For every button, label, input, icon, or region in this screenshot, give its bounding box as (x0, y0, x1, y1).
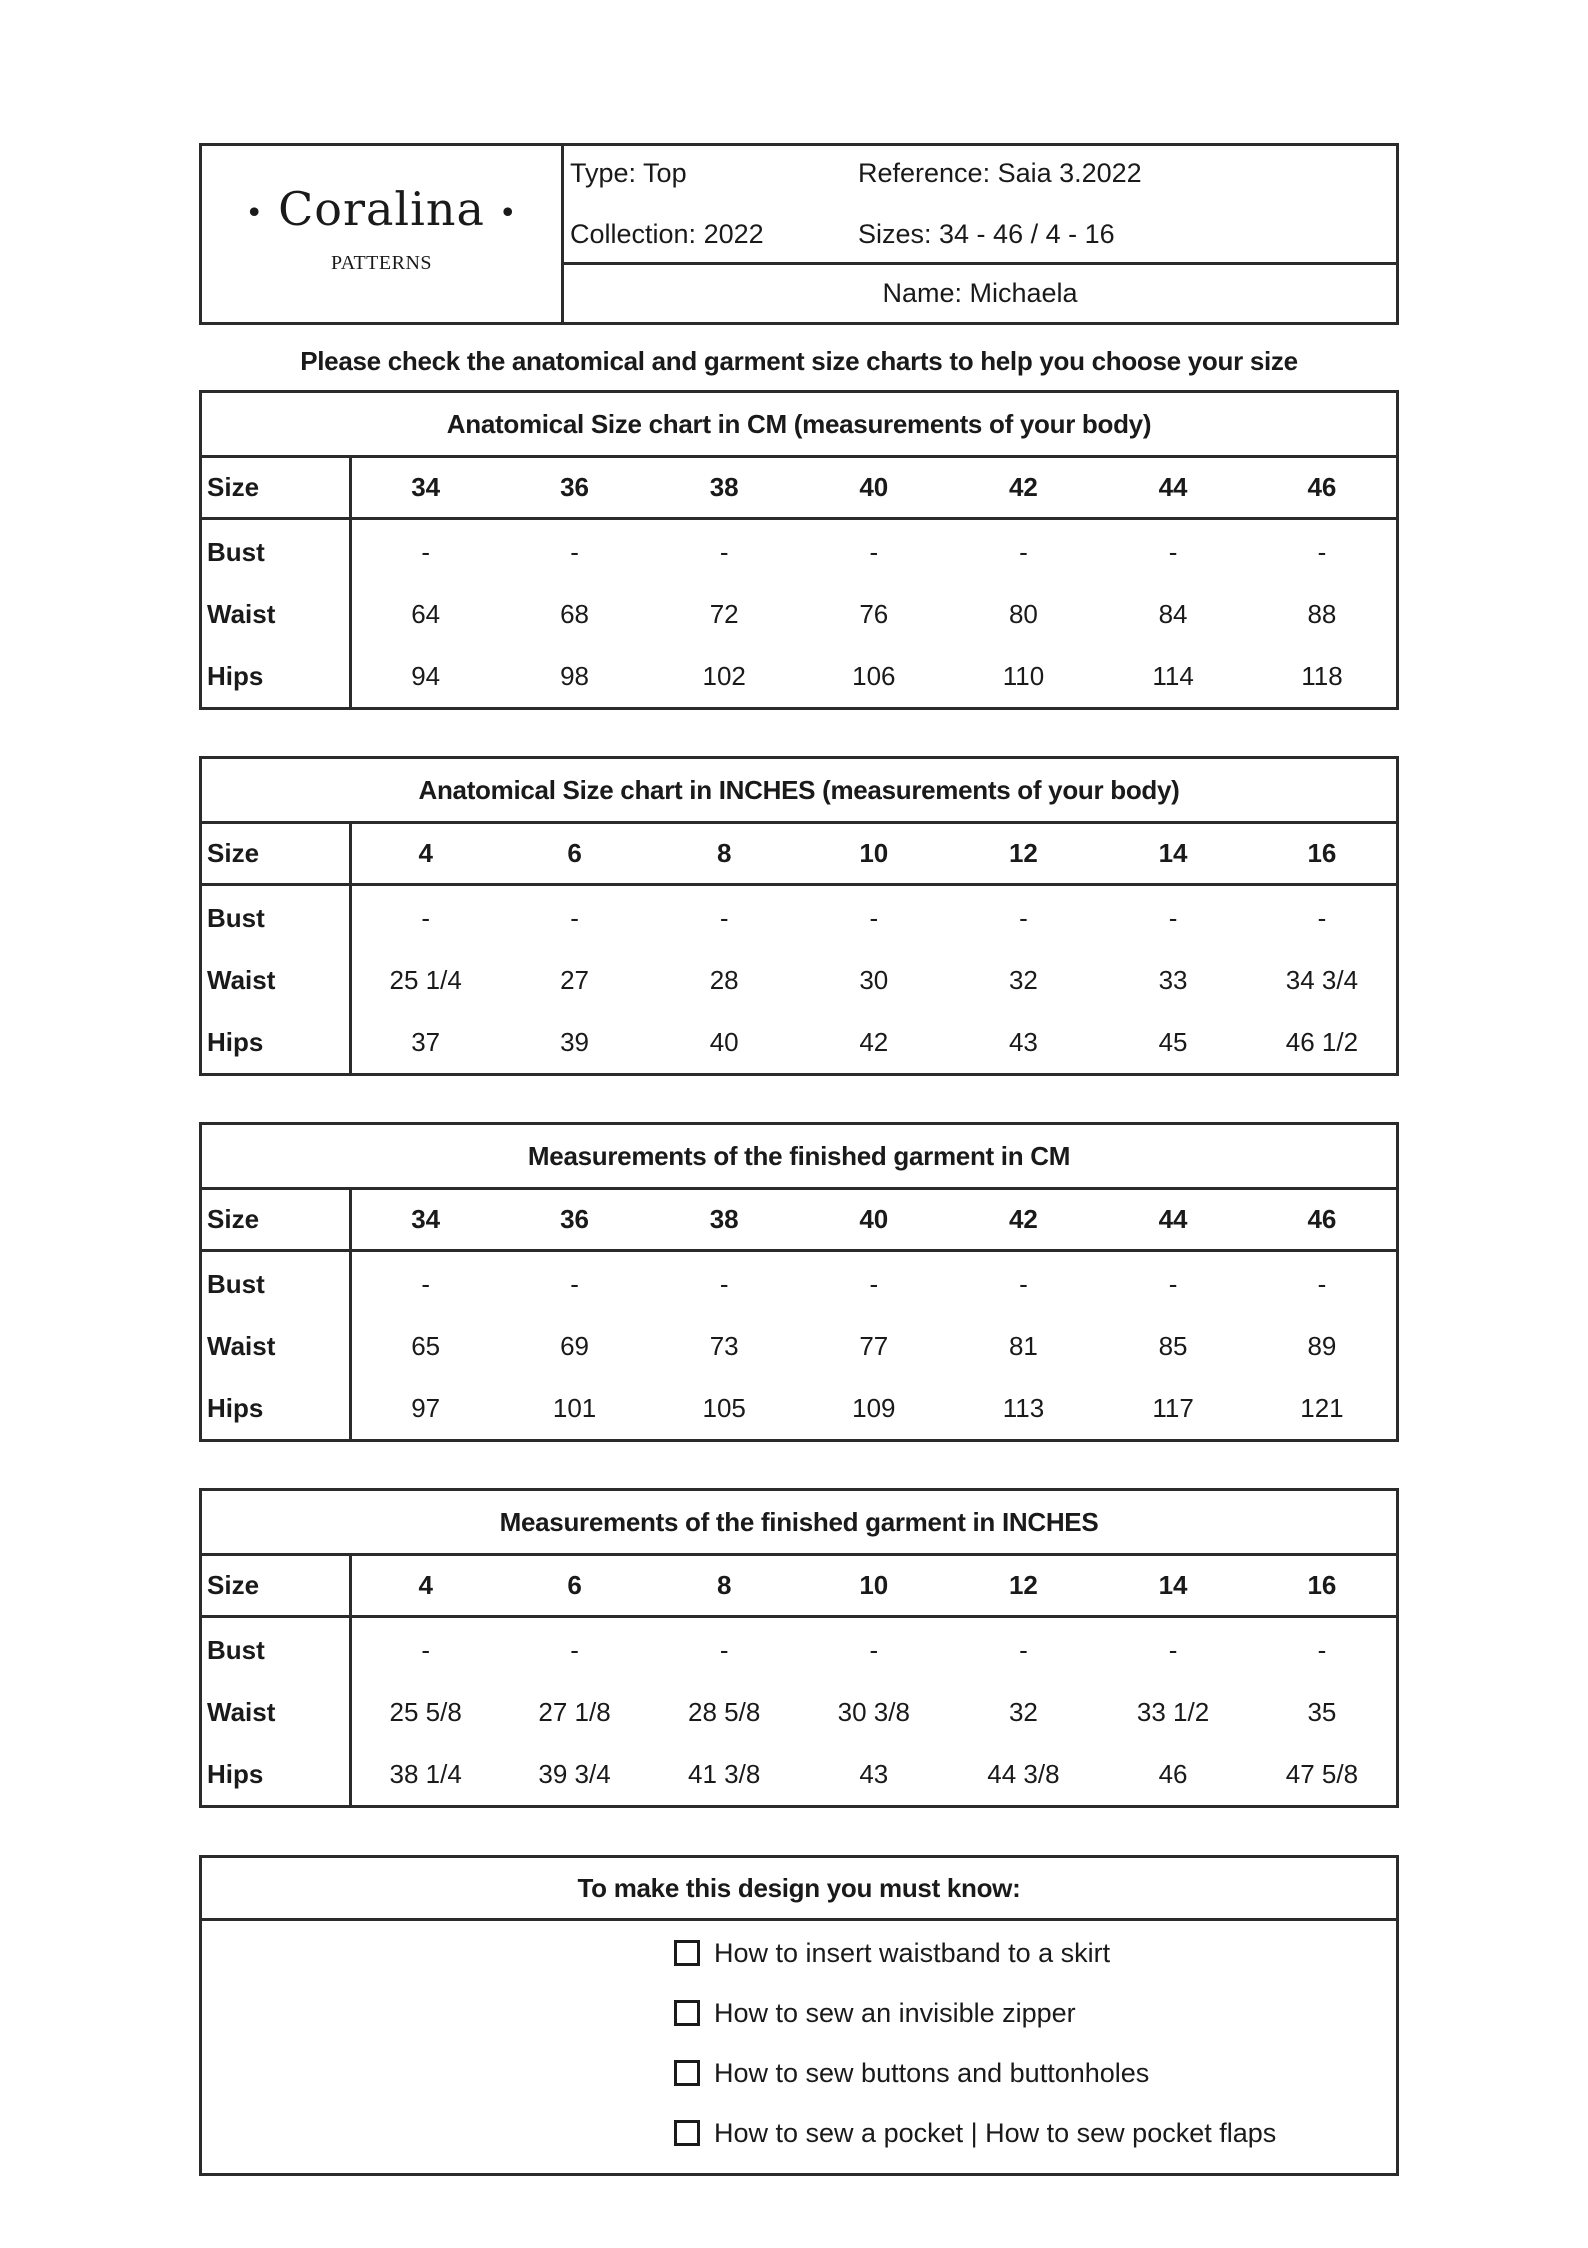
row-label: Hips (201, 1011, 351, 1075)
measurement-cell: - (1317, 536, 1327, 567)
pattern-sheet (199, 143, 1399, 2176)
skills-list (202, 1921, 1396, 2173)
size-header-cell: 14 (1098, 823, 1248, 885)
pattern-name: Name: Michaela (882, 278, 1078, 308)
row-label: Waist (201, 1315, 351, 1377)
measurement-cell: 77 (859, 1330, 889, 1361)
size-table-anatomical-cm (199, 390, 1399, 710)
measurement-cell: 88 (1307, 598, 1337, 629)
table-row (201, 645, 1398, 709)
measurement-cell: 109 (852, 1392, 896, 1423)
table-row (201, 1617, 1398, 1682)
measurement-cell: 73 (709, 1330, 739, 1361)
measurement-cell: 34 3/4 (1285, 964, 1359, 995)
measurement-cell: 40 (709, 1026, 739, 1057)
measurement-cell: 32 (1008, 1696, 1038, 1727)
size-header-cell: 8 (649, 823, 799, 885)
measurement-cell: - (570, 1634, 579, 1665)
measurement-cell: - (719, 1634, 729, 1665)
measurement-cell: 32 (1008, 964, 1038, 995)
measurement-cell: 28 5/8 (688, 1696, 761, 1727)
size-header-label: Size (201, 457, 351, 519)
size-header-cell: 10 (799, 1555, 949, 1617)
size-table-garment-cm (199, 1122, 1399, 1442)
checkbox[interactable] (674, 2000, 700, 2026)
measurement-cell: 97 (411, 1392, 441, 1423)
measurement-cell: - (869, 1634, 879, 1665)
row-label: Hips (201, 645, 351, 709)
checkbox[interactable] (674, 2060, 700, 2086)
measurement-cell: 44 3/8 (987, 1758, 1060, 1789)
skills-title: To make this design you must know: (202, 1858, 1396, 1921)
measurement-cell: 113 (1002, 1392, 1045, 1423)
measurement-cell: - (719, 536, 729, 567)
measurement-cell: 30 3/8 (837, 1696, 910, 1727)
measurement-cell: 39 3/4 (538, 1758, 611, 1789)
measurement-cell: 106 (852, 660, 896, 691)
measurement-cell: - (869, 1268, 879, 1299)
size-header-cell: 14 (1098, 1555, 1248, 1617)
size-header-cell: 12 (949, 823, 1099, 885)
required-skills (199, 1855, 1399, 2176)
measurement-cell: 114 (1152, 660, 1194, 691)
size-header-label: Size (201, 1555, 351, 1617)
measurement-cell: 72 (709, 598, 739, 629)
row-label: Hips (201, 1377, 351, 1441)
table-row (201, 1743, 1398, 1807)
table-row (201, 1681, 1398, 1743)
measurement-cell: 94 (411, 660, 441, 691)
skill-item (202, 1923, 1396, 1983)
measurement-cell: - (1317, 902, 1327, 933)
size-header-cell: 40 (799, 457, 949, 519)
size-header-cell: 8 (649, 1555, 799, 1617)
size-header-cell: 46 (1248, 1189, 1398, 1251)
size-header-cell: 36 (500, 1189, 650, 1251)
measurement-cell: - (421, 536, 431, 567)
size-header-cell: 34 (350, 1189, 500, 1251)
table-row (201, 885, 1398, 950)
brand-subtitle: PATTERNS (330, 252, 433, 274)
skill-label: How to insert waistband to a skirt (714, 1937, 1111, 1968)
size-header-cell: 44 (1098, 1189, 1248, 1251)
pattern-reference: Reference: Saia 3.2022 (858, 158, 1142, 188)
table-row (201, 519, 1398, 584)
measurement-cell: - (1019, 536, 1028, 567)
measurement-cell: 43 (1008, 1026, 1038, 1057)
measurement-cell: 25 5/8 (389, 1696, 462, 1727)
size-header-cell: 38 (649, 457, 799, 519)
size-header-label: Size (201, 823, 351, 885)
measurement-cell: - (570, 536, 579, 567)
row-label: Bust (201, 519, 351, 584)
measurement-cell: 65 (411, 1330, 441, 1361)
brand-name: Coralina (278, 182, 485, 236)
row-label: Bust (201, 1617, 351, 1682)
measurement-cell: 118 (1301, 660, 1343, 691)
table-title: Measurements of the finished garment in CM (201, 1124, 1398, 1189)
measurement-cell: 69 (560, 1330, 590, 1361)
header-box (199, 143, 1399, 325)
table-row (201, 1011, 1398, 1075)
measurement-cell: 33 (1158, 964, 1188, 995)
measurement-cell: 117 (1152, 1392, 1194, 1423)
measurement-cell: 45 (1158, 1026, 1188, 1057)
size-header-cell: 16 (1248, 823, 1398, 885)
measurement-cell: 27 (560, 964, 590, 995)
size-header-cell: 38 (649, 1189, 799, 1251)
measurement-cell: 68 (560, 598, 590, 629)
logo (202, 146, 564, 322)
table-row (201, 949, 1398, 1011)
row-label: Hips (201, 1743, 351, 1807)
measurement-cell: 101 (552, 1392, 597, 1423)
measurement-cell: 64 (411, 598, 441, 629)
table-row (201, 583, 1398, 645)
measurement-cell: 105 (702, 1392, 746, 1423)
measurement-cell: - (1168, 1634, 1178, 1665)
row-label: Bust (201, 1251, 351, 1316)
measurement-cell: 33 1/2 (1136, 1696, 1210, 1727)
skill-item (202, 2103, 1396, 2163)
size-header-cell: 46 (1248, 457, 1398, 519)
table-row (201, 1251, 1398, 1316)
measurement-cell: 43 (859, 1758, 889, 1789)
measurement-cell: - (869, 902, 879, 933)
table-title: Anatomical Size chart in INCHES (measurements of your body) (201, 758, 1398, 823)
measurement-cell: 28 (709, 964, 739, 995)
measurement-cell: 30 (859, 964, 889, 995)
size-header-cell: 6 (500, 823, 650, 885)
measurement-cell: - (421, 1634, 431, 1665)
measurement-cell: 47 5/8 (1285, 1758, 1359, 1789)
checkbox[interactable] (674, 2120, 700, 2146)
pattern-sizes: Sizes: 34 - 46 / 4 - 16 (858, 219, 1115, 249)
measurement-cell: - (1317, 1634, 1327, 1665)
checkbox[interactable] (674, 1940, 700, 1966)
measurement-cell: 98 (560, 660, 590, 691)
measurement-cell: 102 (702, 660, 746, 691)
skill-item (202, 1983, 1396, 2043)
measurement-cell: - (1168, 1268, 1178, 1299)
measurement-cell: - (1019, 902, 1028, 933)
measurement-cell: 85 (1158, 1330, 1188, 1361)
size-header-cell: 6 (500, 1555, 650, 1617)
size-table-garment-inches (199, 1488, 1399, 1808)
measurement-cell: 110 (1002, 660, 1045, 691)
row-label: Waist (201, 949, 351, 1011)
table-title: Measurements of the finished garment in INCHES (201, 1490, 1398, 1555)
pattern-info (564, 146, 1396, 265)
table-title: Anatomical Size chart in CM (measurements of your body) (201, 392, 1398, 457)
row-label: Waist (201, 583, 351, 645)
measurement-cell: - (421, 1268, 431, 1299)
row-label: Waist (201, 1681, 351, 1743)
measurement-cell: 76 (859, 598, 889, 629)
pattern-type: Type: Top (570, 158, 687, 188)
measurement-cell: - (1317, 1268, 1327, 1299)
size-header-cell: 34 (350, 457, 500, 519)
table-row (201, 1377, 1398, 1441)
measurement-cell: 46 1/2 (1285, 1026, 1359, 1057)
size-header-cell: 12 (949, 1555, 1099, 1617)
measurement-cell: - (570, 1268, 579, 1299)
size-header-cell: 42 (949, 1189, 1099, 1251)
measurement-cell: 25 1/4 (389, 964, 462, 995)
size-header-cell: 16 (1248, 1555, 1398, 1617)
bullet-icon: • (245, 195, 265, 231)
size-header-cell: 4 (350, 1555, 500, 1617)
measurement-cell: 121 (1300, 1392, 1344, 1423)
size-header-cell: 42 (949, 457, 1099, 519)
skill-label: How to sew a pocket | How to sew pocket flaps (714, 2117, 1277, 2148)
measurement-cell: 42 (859, 1026, 889, 1057)
size-header-cell: 36 (500, 457, 650, 519)
size-header-cell: 10 (799, 823, 949, 885)
size-header-cell: 40 (799, 1189, 949, 1251)
size-header-label: Size (201, 1189, 351, 1251)
skill-item (202, 2043, 1396, 2103)
measurement-cell: - (1168, 902, 1178, 933)
measurement-cell: 84 (1158, 598, 1188, 629)
measurement-cell: - (1168, 536, 1178, 567)
measurement-cell: 41 3/8 (688, 1758, 761, 1789)
measurement-cell: - (719, 1268, 729, 1299)
skill-label: How to sew buttons and buttonholes (714, 2057, 1150, 2088)
measurement-cell: 27 1/8 (538, 1696, 611, 1727)
measurement-cell: 46 (1158, 1758, 1188, 1789)
measurement-cell: - (421, 902, 431, 933)
measurement-cell: 81 (1008, 1330, 1038, 1361)
measurement-cell: 38 1/4 (389, 1758, 462, 1789)
size-table-anatomical-inches (199, 756, 1399, 1076)
measurement-cell: 39 (560, 1026, 590, 1057)
measurement-cell: 89 (1307, 1330, 1337, 1361)
measurement-cell: 80 (1008, 598, 1038, 629)
instruction-text: Please check the anatomical and garment size charts to help you choose your size (300, 346, 1298, 376)
pattern-collection: Collection: 2022 (570, 219, 764, 249)
measurement-cell: - (1019, 1268, 1028, 1299)
bullet-icon: • (498, 195, 518, 231)
size-header-cell: 44 (1098, 457, 1248, 519)
row-label: Bust (201, 885, 351, 950)
measurement-cell: - (719, 902, 729, 933)
measurement-cell: - (1019, 1634, 1028, 1665)
measurement-cell: - (869, 536, 879, 567)
measurement-cell: 37 (411, 1026, 441, 1057)
size-header-cell: 4 (350, 823, 500, 885)
table-row (201, 1315, 1398, 1377)
measurement-cell: 35 (1307, 1696, 1337, 1727)
skill-label: How to sew an invisible zipper (714, 1997, 1076, 2028)
measurement-cell: - (570, 902, 579, 933)
